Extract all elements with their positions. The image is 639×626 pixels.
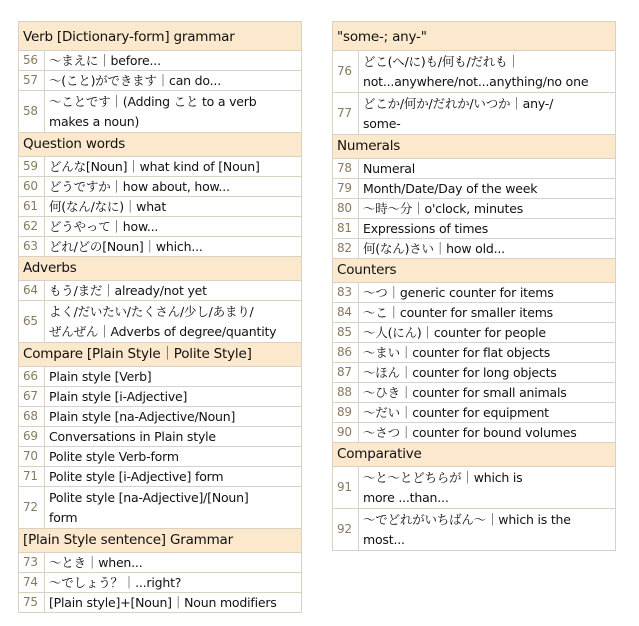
lesson-number: 81 bbox=[333, 219, 359, 239]
lesson-number: 72 bbox=[19, 487, 45, 529]
lesson-row[interactable] bbox=[333, 303, 616, 323]
lesson-title: Plain style [Verb] bbox=[45, 367, 302, 387]
section-header bbox=[19, 343, 302, 367]
lesson-title: 〜ほん｜counter for long objects bbox=[359, 363, 616, 383]
lesson-row[interactable] bbox=[19, 553, 302, 573]
lesson-title: Expressions of times bbox=[359, 219, 616, 239]
lesson-title: 〜まえに｜before... bbox=[45, 51, 302, 71]
lesson-number: 56 bbox=[19, 51, 45, 71]
lesson-row[interactable] bbox=[19, 217, 302, 237]
lesson-title: 〜時〜分｜o'clock, minutes bbox=[359, 199, 616, 219]
lesson-number: 89 bbox=[333, 403, 359, 423]
lesson-title: 何(なん/なに)｜what bbox=[45, 197, 302, 217]
section-header bbox=[19, 22, 302, 51]
lesson-title: Polite style Verb-form bbox=[45, 447, 302, 467]
lesson-row[interactable] bbox=[333, 323, 616, 343]
lesson-row[interactable] bbox=[19, 427, 302, 447]
lesson-title: 〜(こと)ができます｜can do... bbox=[45, 71, 302, 91]
section-header bbox=[19, 529, 302, 553]
lesson-number: 70 bbox=[19, 447, 45, 467]
lesson-number: 75 bbox=[19, 593, 45, 613]
lesson-number: 76 bbox=[333, 51, 359, 93]
right-column bbox=[332, 21, 616, 551]
section-title: Comparative bbox=[333, 443, 616, 467]
lesson-row[interactable] bbox=[333, 343, 616, 363]
lesson-number: 88 bbox=[333, 383, 359, 403]
section-header bbox=[333, 135, 616, 159]
lesson-title: Month/Date/Day of the week bbox=[359, 179, 616, 199]
lesson-title: 〜ことです｜(Adding こと to a verb makes a noun) bbox=[45, 91, 302, 133]
section-title: "some-; any-" bbox=[333, 22, 616, 51]
lesson-row[interactable] bbox=[333, 179, 616, 199]
lesson-title: Polite style [i-Adjective] form bbox=[45, 467, 302, 487]
lesson-row[interactable] bbox=[333, 93, 616, 135]
lesson-title: 何(なん)さい｜how old... bbox=[359, 239, 616, 259]
lesson-row[interactable] bbox=[333, 199, 616, 219]
lesson-title: 〜だい｜counter for equipment bbox=[359, 403, 616, 423]
lesson-title: どこ(へ/に)も/何も/だれも｜ not...anywhere/not...anything/no one bbox=[359, 51, 616, 93]
lesson-title: Numeral bbox=[359, 159, 616, 179]
lesson-row[interactable] bbox=[19, 573, 302, 593]
lesson-number: 58 bbox=[19, 91, 45, 133]
lesson-row[interactable] bbox=[19, 237, 302, 257]
section-title: Adverbs bbox=[19, 257, 302, 281]
lesson-title: Polite style [na-Adjective]/[Noun] form bbox=[45, 487, 302, 529]
lesson-row[interactable] bbox=[333, 383, 616, 403]
lesson-row[interactable] bbox=[19, 407, 302, 427]
section-title: [Plain Style sentence] Grammar bbox=[19, 529, 302, 553]
lesson-number: 74 bbox=[19, 573, 45, 593]
lesson-number: 66 bbox=[19, 367, 45, 387]
section-header bbox=[333, 259, 616, 283]
lesson-row[interactable] bbox=[19, 487, 302, 529]
lesson-title: 〜でどれがいちばん〜｜which is the most... bbox=[359, 509, 616, 551]
section-title: Question words bbox=[19, 133, 302, 157]
lesson-title: どうですか｜how about, how... bbox=[45, 177, 302, 197]
lesson-number: 92 bbox=[333, 509, 359, 551]
left-column bbox=[18, 21, 302, 613]
lesson-row[interactable] bbox=[333, 159, 616, 179]
lesson-title: どうやって｜how... bbox=[45, 217, 302, 237]
section-header bbox=[333, 22, 616, 51]
lesson-title: 〜つ｜generic counter for items bbox=[359, 283, 616, 303]
lesson-title: 〜ひき｜counter for small animals bbox=[359, 383, 616, 403]
lesson-title: 〜さつ｜counter for bound volumes bbox=[359, 423, 616, 443]
lesson-row[interactable] bbox=[333, 509, 616, 551]
lesson-number: 86 bbox=[333, 343, 359, 363]
lesson-number: 84 bbox=[333, 303, 359, 323]
lesson-row[interactable] bbox=[19, 447, 302, 467]
lesson-number: 63 bbox=[19, 237, 45, 257]
lesson-row[interactable] bbox=[19, 197, 302, 217]
lesson-row[interactable] bbox=[19, 51, 302, 71]
lesson-row[interactable] bbox=[19, 301, 302, 343]
lesson-title: どれ/どの[Noun]｜which... bbox=[45, 237, 302, 257]
lesson-number: 85 bbox=[333, 323, 359, 343]
lesson-number: 79 bbox=[333, 179, 359, 199]
lesson-row[interactable] bbox=[19, 467, 302, 487]
lesson-number: 68 bbox=[19, 407, 45, 427]
lesson-row[interactable] bbox=[333, 51, 616, 93]
section-title: Verb [Dictionary-form] grammar bbox=[19, 22, 302, 51]
section-header bbox=[19, 133, 302, 157]
lesson-row[interactable] bbox=[19, 71, 302, 91]
lesson-table-left bbox=[18, 21, 302, 613]
lesson-title: よく/だいたい/たくさん/少し/あまり/ ぜんぜん｜Adverbs of degree/quantity bbox=[45, 301, 302, 343]
lesson-title: 〜とき｜when... bbox=[45, 553, 302, 573]
lesson-title: Plain style [i-Adjective] bbox=[45, 387, 302, 407]
lesson-number: 69 bbox=[19, 427, 45, 447]
lesson-number: 60 bbox=[19, 177, 45, 197]
lesson-row[interactable] bbox=[19, 367, 302, 387]
lesson-number: 71 bbox=[19, 467, 45, 487]
lesson-row[interactable] bbox=[19, 91, 302, 133]
lesson-number: 90 bbox=[333, 423, 359, 443]
lesson-title: 〜こ｜counter for smaller items bbox=[359, 303, 616, 323]
lesson-row[interactable] bbox=[19, 281, 302, 301]
section-header bbox=[19, 257, 302, 281]
lesson-row[interactable] bbox=[19, 593, 302, 613]
lesson-number: 59 bbox=[19, 157, 45, 177]
lesson-row[interactable] bbox=[19, 387, 302, 407]
lesson-number: 82 bbox=[333, 239, 359, 259]
lesson-number: 65 bbox=[19, 301, 45, 343]
section-title: Counters bbox=[333, 259, 616, 283]
lesson-title: どこか/何か/だれか/いつか｜any-/ some- bbox=[359, 93, 616, 135]
lesson-row[interactable] bbox=[19, 157, 302, 177]
section-title: Compare [Plain Style｜Polite Style] bbox=[19, 343, 302, 367]
lesson-title: どんな[Noun]｜what kind of [Noun] bbox=[45, 157, 302, 177]
lesson-number: 78 bbox=[333, 159, 359, 179]
lesson-number: 91 bbox=[333, 467, 359, 509]
section-title: Numerals bbox=[333, 135, 616, 159]
lesson-row[interactable] bbox=[333, 219, 616, 239]
lesson-number: 77 bbox=[333, 93, 359, 135]
lesson-number: 57 bbox=[19, 71, 45, 91]
lesson-table-right bbox=[332, 21, 616, 551]
lesson-row[interactable] bbox=[19, 177, 302, 197]
lesson-row[interactable] bbox=[333, 467, 616, 509]
lesson-number: 83 bbox=[333, 283, 359, 303]
lesson-title: [Plain style]+[Noun]｜Noun modifiers bbox=[45, 593, 302, 613]
lesson-number: 62 bbox=[19, 217, 45, 237]
lesson-title: Conversations in Plain style bbox=[45, 427, 302, 447]
lesson-title: 〜まい｜counter for flat objects bbox=[359, 343, 616, 363]
lesson-number: 64 bbox=[19, 281, 45, 301]
lesson-title: 〜でしょう？｜...right? bbox=[45, 573, 302, 593]
lesson-row[interactable] bbox=[333, 283, 616, 303]
lesson-title: 〜と〜とどちらが｜which is more ...than... bbox=[359, 467, 616, 509]
lesson-row[interactable] bbox=[333, 239, 616, 259]
lesson-number: 73 bbox=[19, 553, 45, 573]
lesson-row[interactable] bbox=[333, 423, 616, 443]
lesson-title: Plain style [na-Adjective/Noun] bbox=[45, 407, 302, 427]
lesson-number: 80 bbox=[333, 199, 359, 219]
lesson-row[interactable] bbox=[333, 403, 616, 423]
lesson-title: 〜人(にん)｜counter for people bbox=[359, 323, 616, 343]
lesson-number: 61 bbox=[19, 197, 45, 217]
lesson-row[interactable] bbox=[333, 363, 616, 383]
lesson-number: 67 bbox=[19, 387, 45, 407]
lesson-title: もう/まだ｜already/not yet bbox=[45, 281, 302, 301]
section-header bbox=[333, 443, 616, 467]
lesson-number: 87 bbox=[333, 363, 359, 383]
